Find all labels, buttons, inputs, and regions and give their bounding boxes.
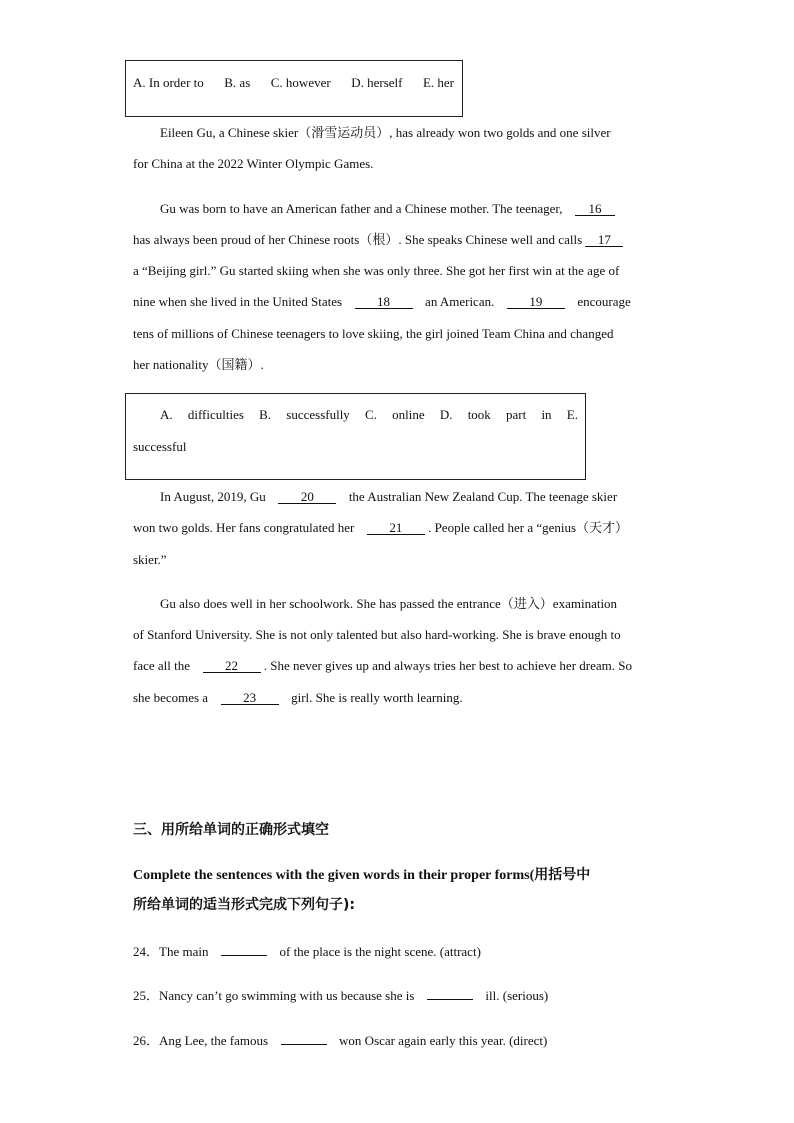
- answer-blank[interactable]: [427, 999, 473, 1000]
- answer-blank[interactable]: [221, 955, 267, 956]
- blank-17: 17: [585, 233, 623, 247]
- blank-16: 16: [575, 202, 615, 216]
- passage-line: [133, 690, 463, 706]
- passage-line: Gu also does well in her schoolwork. She has passed the entrance（进入）examination: [160, 596, 618, 611]
- text-span: . People called her a “genius（天才）: [428, 520, 629, 535]
- text-span: The main: [159, 944, 209, 959]
- passage-line: for China at the 2022 Winter Olympic Games.: [133, 156, 374, 171]
- passage-line: skier.”: [133, 552, 167, 567]
- instruction-line: Complete the sentences with the given words in their proper forms(用括号中: [133, 868, 591, 883]
- option-a: A. In order to: [133, 75, 204, 90]
- text-span: . She never gives up and always tries her best to achieve her dream. So: [263, 658, 632, 673]
- text-span: she becomes a: [133, 690, 209, 705]
- question-24: [133, 944, 481, 960]
- blank-18: 18: [355, 295, 413, 309]
- option-word: took: [467, 407, 491, 422]
- option-word: successfully: [286, 407, 350, 422]
- passage-line: her nationality（国籍）.: [133, 357, 264, 372]
- text-span: won Oscar again early this year. (direct): [339, 1033, 548, 1048]
- text-span: an American.: [425, 294, 495, 309]
- text-span: Gu was born to have an American father and a Chinese mother. The teenager,: [160, 201, 563, 216]
- answer-blank[interactable]: [281, 1044, 327, 1045]
- question-number: 24．: [133, 944, 160, 959]
- question-number: 25．: [133, 988, 160, 1003]
- option-label: C.: [365, 407, 377, 422]
- passage-line: tens of millions of Chinese teenagers to love skiing, the girl joined Team China and changed: [133, 326, 614, 341]
- blank-20: 20: [278, 490, 336, 504]
- text-span: girl. She is really worth learning.: [291, 690, 463, 705]
- passage-line: [133, 232, 623, 248]
- passage-line: [133, 520, 628, 536]
- passage-line: [133, 658, 632, 674]
- word-bank-2-row-1: [160, 407, 578, 423]
- option-e: E. her: [422, 75, 455, 90]
- option-label: A.: [160, 407, 173, 422]
- question-25: [133, 988, 548, 1004]
- text-span: nine when she lived in the United States: [133, 294, 343, 309]
- option-word: in: [541, 407, 552, 422]
- passage-line: [160, 201, 615, 217]
- text-span: won two golds. Her fans congratulated her: [133, 520, 355, 535]
- option-word: difficulties: [187, 407, 244, 422]
- text-span: Nancy can’t go swimming with us because she is: [159, 988, 415, 1003]
- option-word: part: [506, 407, 527, 422]
- text-span: of the place is the night scene. (attract): [279, 944, 481, 959]
- question-number: 26．: [133, 1033, 160, 1048]
- text-span: encourage: [577, 294, 631, 309]
- text-span: In August, 2019, Gu: [160, 489, 266, 504]
- option-label: B.: [259, 407, 272, 422]
- option-word: online: [392, 407, 425, 422]
- text-span: has always been proud of her Chinese roots（根）. She speaks Chinese well and calls: [133, 232, 583, 247]
- option-label: D.: [439, 407, 453, 422]
- text-span: Ang Lee, the famous: [159, 1033, 269, 1048]
- passage-line: of Stanford University. She is not only talented but also hard-working. She is brave enough to: [133, 627, 621, 642]
- section-heading: 三、用所给单词的正确形式填空: [133, 822, 329, 838]
- blank-21: 21: [367, 521, 425, 535]
- text-span: face all the: [133, 658, 191, 673]
- question-26: [133, 1033, 547, 1049]
- passage-line: Eileen Gu, a Chinese skier（滑雪运动员）, has already won two golds and one silver: [160, 125, 611, 140]
- passage-line: a “Beijing girl.” Gu started skiing when she was only three. She got her first win at the age of: [133, 263, 620, 278]
- passage-line: [133, 294, 631, 310]
- blank-22: 22: [203, 659, 261, 673]
- blank-23: 23: [221, 691, 279, 705]
- blank-19: 19: [507, 295, 565, 309]
- text-span: the Australian New Zealand Cup. The teenage skier: [348, 489, 618, 504]
- word-bank-2-row-2: successful: [133, 439, 187, 454]
- word-bank-1-options: [133, 75, 454, 91]
- option-b: B. as: [224, 75, 251, 90]
- instruction-line: 所给单词的适当形式完成下列句子):: [133, 897, 355, 913]
- option-d: D. herself: [351, 75, 403, 90]
- text-span: ill. (serious): [485, 988, 549, 1003]
- option-label: E.: [566, 407, 578, 422]
- passage-line: [160, 489, 617, 505]
- option-c: C. however: [270, 75, 331, 90]
